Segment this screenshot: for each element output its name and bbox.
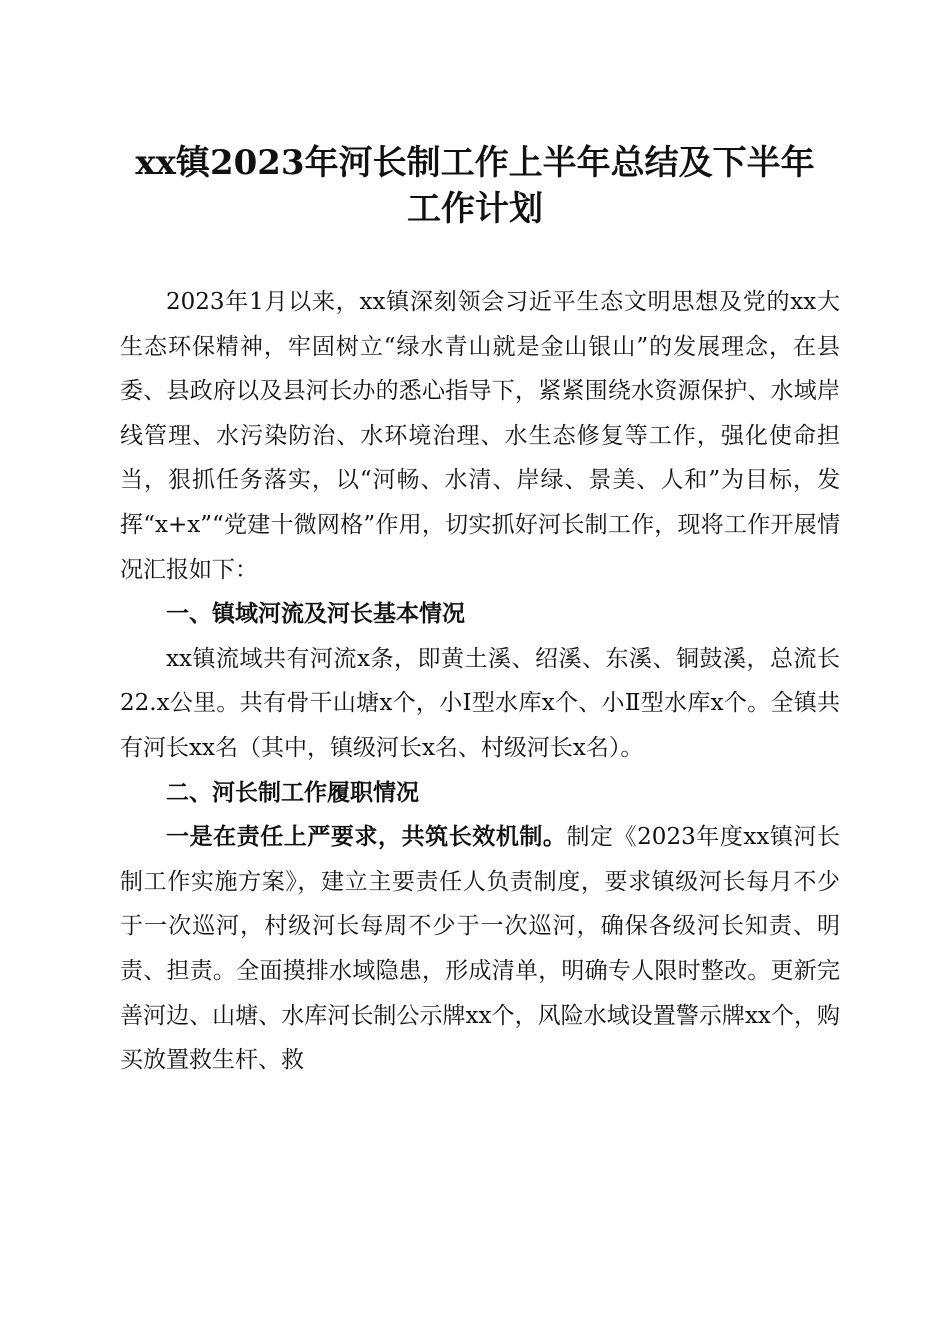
section-1-heading: 一、镇域河流及河长基本情况 [166,601,465,628]
document-title [0,140,950,232]
section-2-lead: 一是在责任上严要求，共筑长效机制。 [166,823,567,851]
title-line-1: xx镇2023年河长制工作上半年总结及下半年 [135,143,815,183]
section-2-heading: 二、河长制工作履职情况 [166,779,419,806]
section-1-paragraph: xx镇流域共有河流x条，即黄土溪、绍溪、东溪、铜鼓溪，总流长22.x公里。共有骨干山塘x个，小Ⅰ型水库x个、小Ⅱ型水库x个。全镇共有河长xx名（其中，镇级河长x名、村级河长x名）。 [120,645,840,761]
title-line-2: 工作计划 [407,189,543,229]
section-2-text: 制定《2023年度xx镇河长制工作实施方案》，建立主要责任人负责制度，要求镇级河长每月不少于一次巡河，村级河长每周不少于一次巡河，确保各级河长知责、明责、担责。全面摸排水域隐患，形成清单，明确专人限时整改。更新完善河边、山塘、水库河长制公示牌xx个，风险水域设置警示牌xx个，购买放置救生杆、救 [120,824,841,1074]
section-2-paragraph [120,815,840,1083]
document-body [120,280,840,1083]
intro-paragraph: 2023年1月以来，xx镇深刻领会习近平生态文明思想及党的xx大生态环保精神，牢固树立“绿水青山就是金山银山”的发展理念，在县委、县政府以及县河长办的悉心指导下，紧紧围绕水资源保护、水域岸线管理、水污染防治、水环境治理、水生态修复等工作，强化使命担当，狠抓任务落实，以“河畅、水清、岸绿、景美、人和”为目标，发挥“x+x”“党建十微网格”作用，切实抓好河长制工作，现将工作开展情况汇报如下： [120,289,840,583]
